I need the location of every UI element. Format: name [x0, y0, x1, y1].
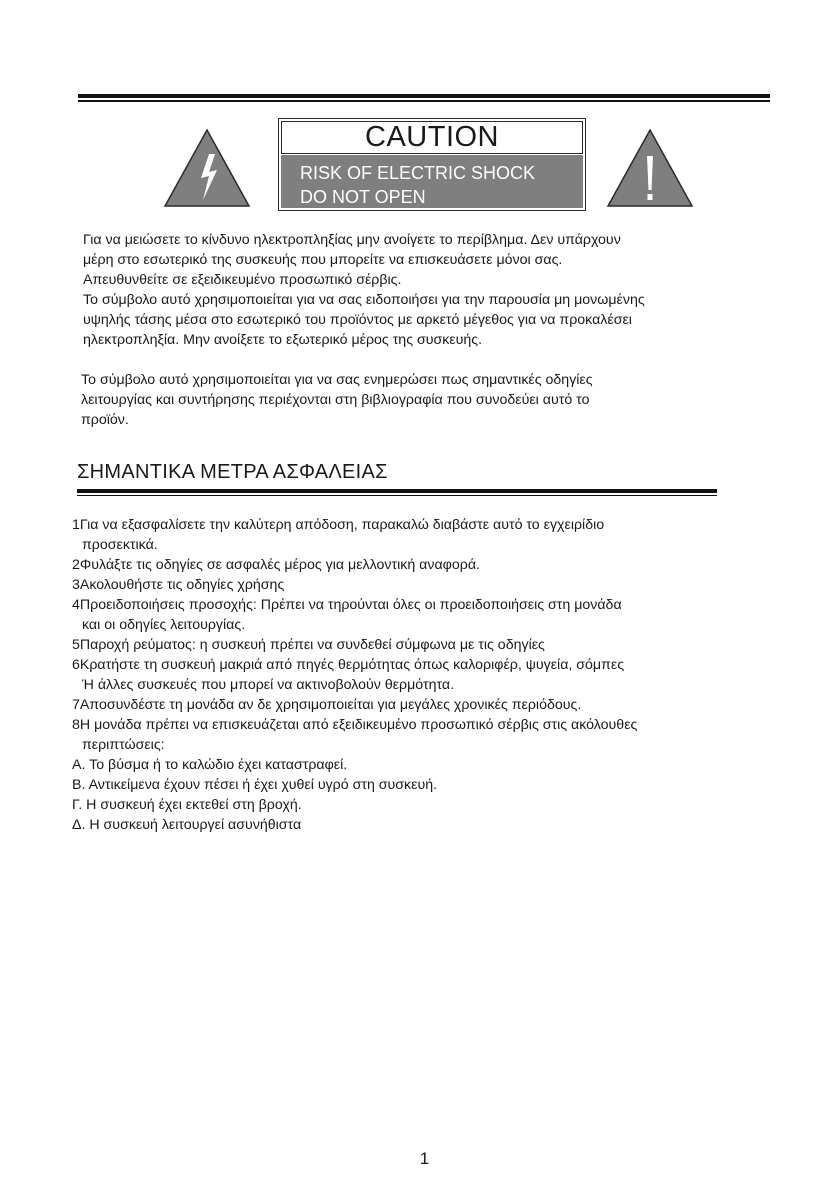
intro-paragraph-shock-warning: [83, 230, 645, 350]
text-line: λειτουργίας και συντήρησης περιέχονται στη βιβλιογραφία που συνοδεύει αυτό το: [81, 392, 590, 408]
list-item: Γ. Η συσκευή έχει εκτεθεί στη βροχή.: [72, 797, 302, 813]
list-item: 4Προειδοποιήσεις προσοχής: Πρέπει να τηρούνται όλες οι προειδοποιήσεις στη μονάδα και οι οδηγίες λειτουργίας.: [72, 597, 622, 633]
list-item: 7Αποσυνδέστε τη μονάδα αν δε χρησιμοποιείται για μεγάλες χρονικές περιόδους.: [72, 697, 582, 713]
list-item: Α. Το βύσμα ή το καλώδιο έχει καταστραφεί.: [72, 757, 348, 773]
caution-line-1: RISK OF ELECTRIC SHOCK: [300, 163, 536, 183]
list-item: 1Για να εξασφαλίσετε την καλύτερη απόδοση, παρακαλώ διαβάστε αυτό το εγχειρίδιο προσεκτικά.: [72, 517, 605, 553]
page-number: 1: [419, 1149, 430, 1168]
text-line: προϊόν.: [81, 412, 129, 428]
caution-title: CAUTION: [281, 121, 583, 154]
caution-line-2: DO NOT OPEN: [300, 187, 426, 207]
list-item: 8Η μονάδα πρέπει να επισκευάζεται από εξειδικευμένο προσωπικό σέρβις στις ακόλουθες περιπτώσεις:: [72, 717, 638, 753]
exclamation-warning-icon: [606, 128, 694, 208]
text-line: μέρη στο εσωτερικό της συσκευής που μπορείτε να επισκευάσετε μόνοι σας.: [83, 252, 563, 268]
section-heading: ΣΗΜΑΝΤΙΚΑ ΜΕΤΡΑ ΑΣΦΑΛΕΙΑΣ: [77, 461, 388, 483]
text-line: Το σύμβολο αυτό χρησιμοποιείται για να σας ενημερώσει πως σημαντικές οδηγίες: [81, 372, 593, 388]
caution-label: [278, 118, 586, 211]
list-item: 2Φυλάξτε τις οδηγίες σε ασφαλές μέρος για μελλοντική αναφορά.: [72, 557, 480, 573]
text-line: υψηλής τάσης μέσα στο εσωτερικό του προϊόντος με αρκετό μέγεθος για να προκαλέσει: [83, 312, 632, 328]
lightning-warning-icon: [163, 128, 251, 208]
intro-paragraph-instructions: [81, 370, 593, 430]
section-double-rule: [77, 489, 717, 496]
text-line: Απευθυνθείτε σε εξειδικευμένο προσωπικό σέρβις.: [83, 272, 402, 288]
top-double-rule: [78, 94, 770, 102]
list-item: Β. Αντικείμενα έχουν πέσει ή έχει χυθεί υγρό στη συσκευή.: [72, 777, 438, 793]
list-item: 5Παροχή ρεύματος: η συσκευή πρέπει να συνδεθεί σύμφωνα με τις οδηγίες: [72, 637, 545, 653]
text-line: ηλεκτροπληξία. Μην ανοίξετε το εξωτερικό μέρος της συσκευής.: [83, 332, 483, 348]
safety-instructions-list: [72, 515, 637, 835]
list-item: 3Ακολουθήστε τις οδηγίες χρήσης: [72, 577, 285, 593]
text-line: Το σύμβολο αυτό χρησιμοποιείται για να σας ειδοποιήσει για την παρουσία μη μονωμένης: [83, 292, 645, 308]
text-line: Για να μειώσετε το κίνδυνο ηλεκτροπληξίας μην ανοίγετε το περίβλημα. Δεν υπάρχουν: [83, 232, 621, 248]
list-item: Δ. Η συσκευή λειτουργεί ασυνήθιστα: [72, 817, 302, 833]
caution-warning-text: [281, 155, 583, 208]
list-item: 6Κρατήστε τη συσκευή μακριά από πηγές θερμότητας όπως καλοριφέρ, ψυγεία, σόμπες Ή άλλες συσκευές που μπορεί να ακτινοβολούν θερμότητα.: [72, 657, 625, 693]
